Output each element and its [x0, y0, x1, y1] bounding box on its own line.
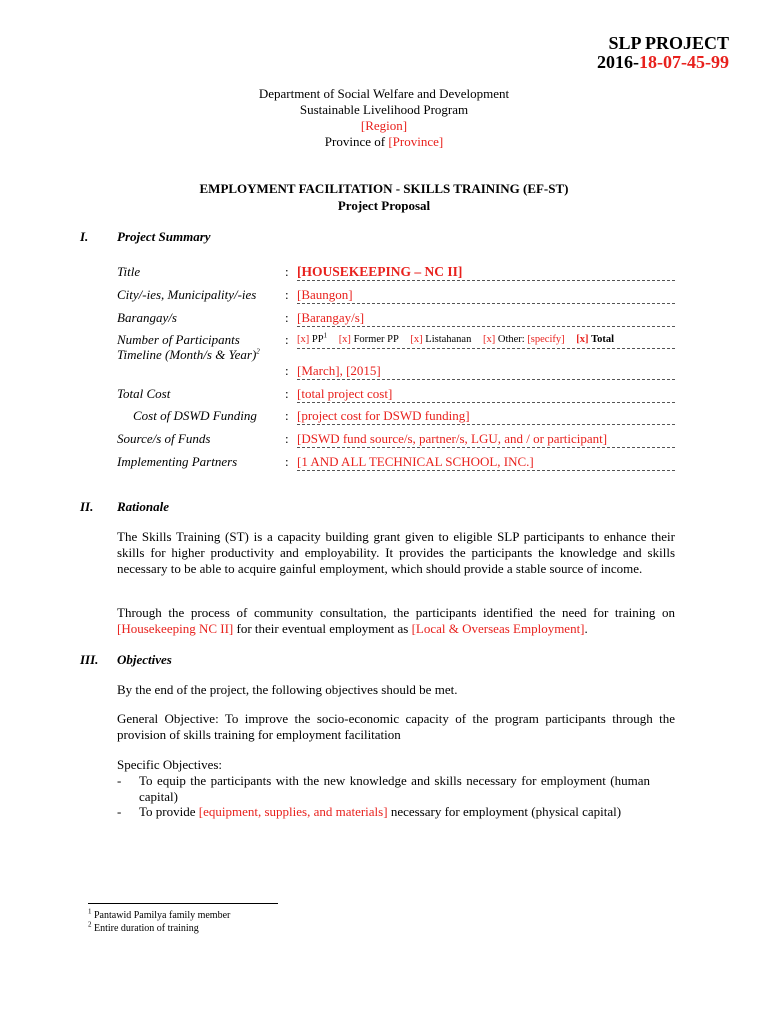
specific-objectives-heading: Specific Objectives: [117, 757, 223, 772]
timeline-footnote-ref: 2 [256, 347, 260, 356]
sources-value: [DSWD fund source/s, partner/s, LGU, and / or participant] [297, 431, 675, 448]
city-label: City/-ies, Municipality/-ies [117, 287, 257, 302]
timeline-label [117, 347, 277, 362]
pp-label [312, 334, 327, 345]
slp-project-header [597, 34, 729, 72]
bullet: - [117, 804, 122, 819]
document-title-block [0, 180, 768, 214]
sources-label: Source/s of Funds [117, 431, 211, 446]
region-placeholder: [Region] [360, 118, 408, 133]
footnote-2-number: 2 [88, 920, 92, 929]
colon: : [285, 363, 289, 378]
training-placeholder: [Housekeeping NC II] [117, 621, 234, 636]
listahanan-check: [x] [410, 334, 423, 345]
pp-text: PP [311, 334, 324, 345]
document-subtitle: Project Proposal [337, 198, 431, 213]
province-line [0, 134, 768, 150]
total-cost-value: [total project cost] [297, 386, 675, 403]
specific-objective-1: To equip the participants with the new knowledge and skills necessary for employment (human capital) [139, 773, 650, 804]
project-code [597, 53, 729, 72]
title-value: [HOUSEKEEPING – NC II] [297, 264, 675, 281]
footnote-1-text: Pantawid Pamilya family member [94, 910, 231, 921]
bullet: - [117, 773, 122, 788]
footnote-1 [88, 907, 231, 922]
section-3-title: Objectives [117, 652, 172, 667]
total-cost-label: Total Cost [117, 386, 171, 401]
province-placeholder: [Province] [388, 134, 444, 149]
rationale-text-c: for their eventual employment as [233, 621, 412, 636]
footnote-1-number: 1 [88, 907, 92, 916]
footnote-2-text: Entire duration of training [94, 923, 199, 934]
other-specify: [specify] [527, 334, 565, 345]
section-2-title: Rationale [117, 499, 170, 514]
former-pp-label: Former PP [353, 334, 399, 345]
total-check: [x] [576, 334, 589, 345]
footnote-2 [88, 920, 199, 935]
colon: : [285, 332, 289, 347]
objective-2-text-a: To provide [139, 804, 199, 819]
equipment-placeholder: [equipment, supplies, and materials] [198, 804, 388, 819]
barangay-label: Barangay/s [117, 310, 177, 325]
colon: : [285, 287, 289, 302]
footnote-separator [88, 903, 278, 904]
partners-label: Implementing Partners [117, 454, 238, 469]
colon: : [285, 454, 289, 469]
rationale-paragraph-1: The Skills Training (ST) is a capacity building grant given to eligible SLP participants to enhance their skills for higher productivity and employability. It provides the participants the knowledge and skills necessary to be able to acquire gainful employment, which should provide a stable source of income. [117, 529, 675, 576]
program-name: Sustainable Livelihood Program [299, 102, 469, 117]
pp-check: [x] [297, 334, 310, 345]
total-label: Total [591, 334, 615, 345]
participants-value [297, 332, 675, 349]
listahanan-label: Listahanan [425, 334, 472, 345]
agency-block [0, 86, 768, 150]
former-pp-check: [x] [338, 334, 351, 345]
project-code-suffix: 18-07-45-99 [639, 52, 729, 72]
title-label: Title [117, 264, 141, 279]
other-check: [x] [482, 334, 496, 345]
other-label: Other: [497, 334, 528, 345]
specific-objective-2 [139, 804, 650, 820]
colon: : [285, 264, 289, 279]
section-2-number: II. [80, 499, 94, 514]
colon: : [285, 310, 289, 325]
employment-placeholder: [Local & Overseas Employment] [411, 621, 585, 636]
section-1-number: I. [80, 229, 89, 244]
timeline-label-text: Timeline (Month/s & Year) [117, 347, 257, 362]
colon: : [285, 431, 289, 446]
colon: : [285, 408, 289, 423]
city-value: [Baungon] [297, 287, 675, 304]
rationale-text-a: Through the process of community consultation, the participants identified the need for training on [117, 605, 675, 620]
rationale-text-e: . [584, 621, 588, 636]
dswd-cost-value: [project cost for DSWD funding] [297, 408, 675, 425]
colon: : [285, 386, 289, 401]
department-name: Department of Social Welfare and Development [258, 86, 510, 101]
timeline-value: [March], [2015] [297, 363, 675, 380]
dswd-cost-label: Cost of DSWD Funding [133, 408, 257, 423]
participants-label: Number of Participants [117, 332, 240, 347]
project-label: SLP PROJECT [608, 33, 729, 53]
project-code-prefix: 2016- [597, 52, 640, 72]
province-prefix: Province of [324, 134, 389, 149]
partners-value: [1 AND ALL TECHNICAL SCHOOL, INC.] [297, 454, 675, 471]
objectives-intro: By the end of the project, the following objectives should be met. [117, 682, 458, 697]
rationale-paragraph-2 [117, 605, 675, 637]
document-title: EMPLOYMENT FACILITATION - SKILLS TRAINING (EF-ST) [199, 181, 569, 196]
pp-footnote-ref: 1 [323, 332, 328, 340]
section-1-title: Project Summary [117, 229, 211, 244]
general-objective: General Objective: To improve the socio-economic capacity of the program participants through the provision of skills training for employment facilitation [117, 711, 675, 742]
barangay-value: [Barangay/s] [297, 310, 675, 327]
objective-2-text-c: necessary for employment (physical capital) [387, 804, 622, 819]
section-3-number: III. [80, 652, 99, 667]
